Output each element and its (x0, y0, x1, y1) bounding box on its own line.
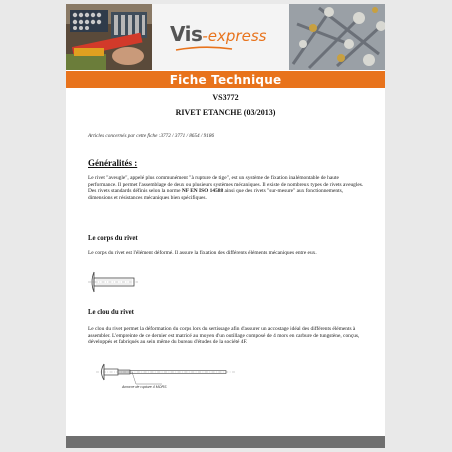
product-code: VS3772 (212, 93, 239, 102)
rivet-nail-text: Le clou du rivet permet la déformation du corps lors du sertissage afin d'assurer un accostage idéal des différents éléments à assembler. L'empreinte de ce dernier est matricé au moyen d'un outillage composé de 4 mors en carbure de tungstène, conçus, développés et fabriqués au sein même du bureau d'études de la société 4F. (88, 326, 360, 346)
document-subtitle: RIVET ETANCHE (03/2013) (175, 108, 276, 117)
logo-main-text: Vis (170, 22, 203, 46)
articles-line: Articles concernés par cette fiche :3772 / 3771 / 8654 / 9186 (88, 133, 215, 139)
general-paragraph-end: ainsi que des rivets "sur-mesure" aux fonctionnements, dimensions et résistances mécaniques bien spécifiques. (88, 188, 344, 201)
logo-accent-text: -express (202, 27, 267, 45)
rivet-body-heading: Le corps du rivet (88, 235, 138, 242)
rivet-body-text: Le corps du rivet est l'élément déformé. Il assure la fixation des différents éléments mécaniques entre eux. (88, 250, 317, 256)
document-page (66, 4, 385, 448)
logo-swoosh-icon (174, 46, 234, 51)
norm-reference: NF EN ISO 14588 (181, 188, 224, 195)
screws-photo (289, 4, 385, 70)
general-heading: Généralités : (88, 158, 138, 168)
header-banner (66, 4, 385, 70)
general-paragraph-start: Le rivet "aveugle", appelé plus communément "à rupture de tige", est un système de fixation inalémontable de haute performance. Il permet l'assemblage de deux ou plusieurs systèmes mécaniques. Il existe de nombreux types de rivets aveugles. Des rivets standards définis selon la norme (88, 175, 364, 195)
fiche-title-bar (66, 71, 385, 88)
general-paragraph (88, 175, 366, 201)
rivet-nail-heading: Le clou du rivet (88, 309, 134, 316)
rivet-body-drawing (88, 268, 138, 296)
tools-photo (66, 4, 152, 70)
fiche-title: Fiche Technique (169, 73, 282, 87)
figure-label: Amorce de rupture 4 MORS (122, 385, 167, 389)
footer-bar (66, 436, 385, 448)
